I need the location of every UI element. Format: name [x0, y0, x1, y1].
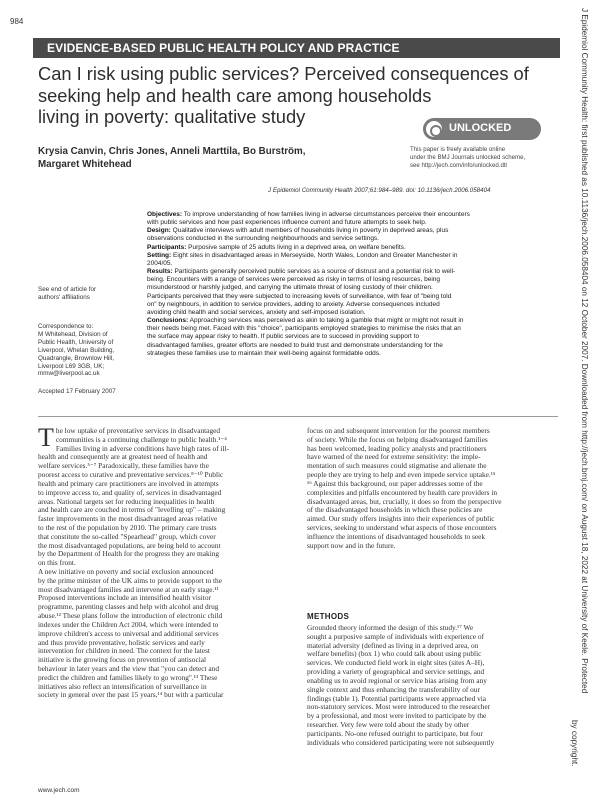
page-number: 984 — [10, 17, 24, 26]
text-line: to the rest of the population by 2010. The primary care trusts — [38, 523, 217, 532]
abstract-line — [147, 317, 559, 325]
text-line: by the prime minister of the UK aims to provide support to the — [38, 576, 222, 585]
body-column-left — [38, 423, 290, 700]
abstract-text: Eight sites in disadvantaged areas in Merseyside, North Wales, London and Greater Manchester in — [171, 251, 458, 259]
text-line: disadvantaged areas, but, crucially, it does so from the perspective — [307, 497, 502, 506]
footer-url: www.jech.com — [38, 787, 80, 794]
drop-cap: T — [38, 423, 54, 452]
unlocked-note — [410, 146, 560, 170]
abstract-label: Results: — [147, 268, 173, 276]
text-line: health and primary care practitioners are involved in attempts — [38, 479, 219, 488]
note-line: see http://jech.com/info/unlocked.dtl — [410, 162, 507, 169]
title-line: living in poverty: qualitative study — [38, 106, 306, 127]
text-line: material adversity (defined as living in a deprived area, on — [307, 641, 479, 650]
abstract-label: Design: — [147, 227, 171, 235]
abstract-line — [147, 268, 559, 276]
sidebar-line: Liverpool, Whelan Building, — [38, 346, 115, 354]
text-line: focus on and subsequent intervention for the poorest members — [307, 427, 490, 435]
note-line: under the BMJ Journals unlocked scheme, — [410, 154, 526, 161]
text-line: behaviour in later years and the view that "you can detect and — [38, 664, 220, 673]
abstract-text: Qualitative interviews with adult members of households living in poverty in deprived areas, plus — [170, 227, 449, 235]
unlocked-label: UNLOCKED — [449, 122, 512, 134]
sidebar-line: Accepted 17 February 2007 — [38, 388, 116, 395]
text-line: individuals who considered participating were not subsequently — [307, 738, 495, 747]
abstract-line: disadvantaged families, greater efforts are needed to build trust and demonstrate understanding for the — [147, 341, 443, 349]
text-line: welfare services.⁵⁻⁷ Paradoxically, these families have the — [38, 462, 209, 471]
abstract-line: being. Encounters with a range of services were perceived as risky in terms of losing resources, being — [147, 276, 441, 284]
sidebar-line: Public Health, University of — [38, 338, 114, 346]
accepted-date — [38, 388, 138, 396]
section-banner: EVIDENCE-BASED PUBLIC HEALTH POLICY AND PRACTICE — [33, 38, 560, 58]
affiliations-note — [38, 286, 138, 302]
text-line: influence the intentions of disadvantaged households to seek — [307, 532, 486, 541]
text-line: by a professional, and most were invited to participate by the — [307, 712, 487, 721]
text-line: the most disadvantaged populations, are being held to account — [38, 541, 221, 550]
abstract-line: the surface may appear risky to health. If public services are to succeed in providing support to — [147, 333, 420, 341]
text-line: communities is a continuing challenge to public health.¹⁻⁴ — [55, 435, 227, 444]
text-line: indexes under the Children Act 2004, which were intended to — [38, 620, 219, 629]
text-line: sought a purposive sample of individuals with experience of — [307, 632, 485, 641]
text-line: researcher. Very few were told about the study by other — [307, 720, 470, 729]
sidebar-line: authors' affiliations — [38, 293, 90, 301]
text-line: have warned of the need for extreme sensitivity: the imple- — [307, 453, 481, 462]
author-line: Krysia Canvin, Chris Jones, Anneli Marttila, Bo Burström, — [38, 146, 306, 157]
abstract-label: Setting: — [147, 251, 172, 259]
abstract-line — [147, 227, 559, 235]
text-line: Proposed interventions include an intensified health visitor — [38, 594, 211, 603]
text-line: has been welcomed, leading policy analysts and practitioners — [307, 444, 487, 453]
abstract-line — [147, 244, 559, 252]
abstract-label: Conclusions: — [147, 317, 189, 325]
text-line: non-statutory services. Most were introduced to the researcher — [307, 703, 491, 712]
abstract-line: 2004/05. — [147, 259, 173, 267]
abstract-label: Objectives: — [147, 211, 183, 218]
text-line: initiatives also reflect an intensification of surveillance in — [38, 682, 207, 691]
title-line: Can I risk using public services? Perceived consequences of — [38, 63, 529, 84]
body-column-right — [307, 427, 559, 550]
abstract-text: Participants generally perceived public services as a source of distrust and a potential risk to well- — [172, 268, 456, 276]
text-line: Grounded theory informed the design of this study.¹⁷ We — [307, 624, 474, 632]
sidebar-line: Liverpool L69 3GB, UK; — [38, 362, 105, 370]
author-line: Margaret Whitehead — [38, 159, 132, 170]
author-list — [38, 145, 378, 171]
stamp-line: J Epidemiol Community Health: first published as 10.1136/jech.2006.058404 on 12 October 2007. Downloaded from http://jech.bmj.com/ on August 18, 2022 at University of Keele. Protected — [580, 8, 589, 694]
abstract-label: Participants: — [147, 243, 187, 251]
download-stamp — [570, 8, 593, 778]
sidebar-line: mmw@liverpool.ac.uk — [38, 370, 100, 378]
text-line: providing a variety of geographical and service settings, and — [307, 668, 485, 677]
text-line: welfare benefits) (box 1) who could talk about using public — [307, 650, 482, 659]
methods-body — [307, 624, 559, 747]
text-line: of society. While the focus on helping disadvantaged families — [307, 435, 488, 444]
text-line: of the disadvantaged households in which these policies are — [307, 506, 483, 515]
text-line: poorest access to curative and preventative services.⁸⁻¹⁰ Public — [38, 471, 224, 480]
methods-heading: METHODS — [307, 612, 350, 621]
abstract-line: on" by neighbours, in addition to service providers, adding to anxiety. Adverse consequences included — [147, 300, 440, 308]
text-line: A new initiative on poverty and social exclusion announced — [38, 568, 214, 576]
lock-icon — [426, 121, 442, 137]
unlocked-badge — [423, 118, 541, 140]
abstract-text: To improve understanding of how families living in adverse circumstances perceive their encounters — [182, 211, 470, 218]
text-line: findings (table 1). Potential participants were approached via — [307, 694, 487, 703]
text-line: predict the children and families likely to go wrong".¹³ These — [38, 673, 218, 682]
sidebar-line: Correspondence to: — [38, 323, 94, 330]
text-line: abuse.¹² These plans follow the introduction of electronic child — [38, 612, 223, 621]
abstract-line: misunderstood or harshly judged, and carrying the ultimate threat of losing custody of their children. — [147, 284, 433, 292]
section-divider — [38, 416, 558, 417]
text-line: complexities and pitfalls encountered by health care providers in — [307, 488, 498, 497]
text-line: participants. No-one refused outright to participate, but four — [307, 729, 483, 738]
text-line: by the Department of Health for the progress they are making — [38, 550, 220, 559]
sidebar-line: See end of article for — [38, 286, 97, 293]
text-line: most disadvantaged families and intervene at an early stage.¹¹ — [38, 585, 219, 594]
text-line: and thus provide preventative, holistic services and early — [38, 638, 205, 647]
abstract-line: avoiding child health and social services, anxiety and self-imposed isolation. — [147, 308, 366, 316]
abstract-line: observations conducted in the surrounding neighbourhoods and service settings. — [147, 235, 379, 243]
journal-citation: J Epidemiol Community Health 2007;61:984–989. doi: 10.1136/jech.2006.058404 — [268, 187, 491, 194]
abstract-text: Approaching services was perceived as akin to taking a gamble that might or might not result in — [188, 317, 464, 325]
text-line: intervention for children in need. The context for the latest — [38, 647, 210, 656]
text-line: initiative is the growing focus on prevention of antisocial — [38, 656, 207, 665]
text-line: ¹⁶ Against this background, our paper addresses some of the — [307, 479, 483, 488]
text-line: people they are trying to help and even impede service uptake.¹⁵ — [307, 471, 496, 480]
title-line: seeking help and health care among households — [38, 84, 432, 106]
text-line: single context and thus enhancing the transferability of our — [307, 685, 480, 694]
sidebar-line: Quadrangle, Brownlow Hill, — [38, 354, 114, 362]
text-line: mentation of such measures could stigmatise and alienate the — [307, 462, 487, 471]
text-line: aimed. Our study offers insights into their experiences of public — [307, 515, 495, 524]
text-line: and health care are couched in terms of "levelling up" – making — [38, 506, 226, 515]
abstract-line: with public services and how past experiences influence current and future attempts to seek help. — [147, 219, 427, 227]
text-line: services. We conducted field work in eight sites (sites A–H), — [307, 659, 485, 668]
text-line: improve children's access to universal and additional services — [38, 629, 219, 638]
text-line: society in general over the past 15 years,¹⁴ but with a particular — [38, 691, 224, 700]
text-line: he low uptake of preventative services in disadvantaged — [55, 427, 221, 435]
text-line: support now and in the future. — [307, 541, 396, 550]
text-line: enabling us to avoid regional or service bias arising from any — [307, 676, 487, 685]
abstract-text: Purposive sample of 25 adults living in a deprived area, on welfare benefits. — [186, 243, 406, 251]
text-line: to improve access to, and quality of, services in disadvantaged — [38, 488, 222, 497]
sidebar-line: M Whitehead, Division of — [38, 330, 108, 338]
text-line: areas. National targets set for reducing inequalities in health — [38, 497, 215, 506]
text-line: Families living in adverse conditions have high rates of ill- — [55, 444, 230, 453]
text-line: on this front. — [38, 559, 76, 568]
abstract-line: Participants perceived that they were subjected to increasing levels of surveillance, with fear of "being told — [147, 292, 452, 300]
abstract-line: their needs being met. Faced with this "choice", participants employed strategies to minimise the risks that an — [147, 325, 461, 333]
correspondence-block — [38, 323, 138, 378]
abstract-line — [147, 211, 559, 219]
abstract — [147, 211, 559, 358]
text-line: services, seeking to understand what aspects of those encounters — [307, 523, 497, 532]
text-line: health and consequently are at greatest need of health and — [38, 453, 208, 462]
abstract-line: strategies these families use to maintain their well-being against formidable odds. — [147, 349, 381, 357]
abstract-line — [147, 252, 559, 260]
note-line: This paper is freely available online — [410, 146, 506, 153]
text-line: faster improvements in the most disadvantaged areas relative — [38, 515, 218, 524]
text-line: programme, parenting classes and help with alcohol and drug — [38, 603, 219, 612]
stamp-line: by copyright. — [570, 720, 579, 767]
text-line: that constitute the so-called "Spearhead" group, which cover — [38, 532, 216, 541]
